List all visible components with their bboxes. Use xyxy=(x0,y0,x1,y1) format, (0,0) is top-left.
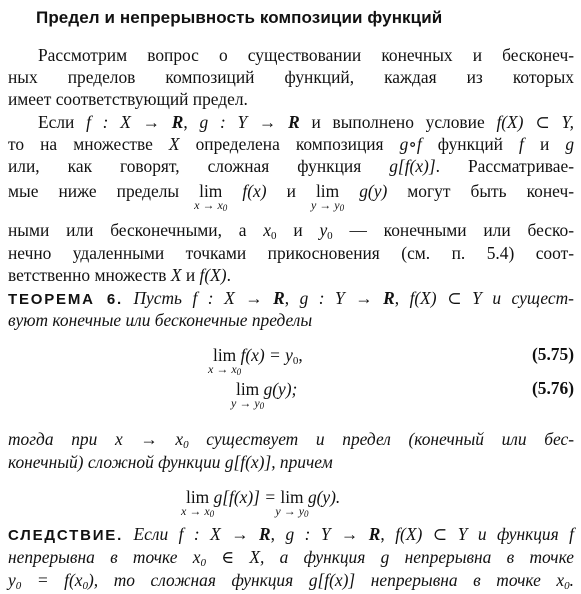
section-title: Предел и непрерывность композиции функций xyxy=(36,8,443,27)
equation-number: (5.76) xyxy=(531,378,574,398)
paragraph-line: мые ниже пределы lim $x \to x_0$ f(x) и lim $y \to y_0$ g(y) могут быть конеч- xyxy=(8,181,574,213)
corollary-label: СЛЕДСТВИЕ. xyxy=(8,527,124,544)
paragraph-line: ными или бесконечными, а $x_0$ и $y_0$ — конечными или беско- xyxy=(8,220,575,242)
paragraph-line: ных пределов композиций функций, каждая из которых xyxy=(8,67,574,87)
theorem-line: ТЕОРЕМА 6. Пусть f : X → R, g : Y → R, f(X) ⊂ Y и сущест- xyxy=(8,288,574,308)
theorem-line: конечный) сложной функции g[f(x)], причем xyxy=(8,452,333,472)
paragraph-line: то на множестве X определена композиция g∘f функций f и g xyxy=(8,134,575,154)
paragraph-line: Если f : X → R, g : Y → R и выполнено условие f(X) ⊂ Y, xyxy=(38,112,574,132)
theorem-line: тогда при $x \to x_0$ существует и предел (конечный или бес- xyxy=(8,429,574,451)
paragraph-line: имеет соответствующий предел. xyxy=(8,89,248,109)
paragraph-line: или, как говорят, сложная функция g[f(x)]. Рассматривае- xyxy=(8,156,574,176)
limit-operator: lim $x \to x_0$ xyxy=(194,181,228,213)
equation-5-76: lim $y \to y_0$ g(y); xyxy=(231,379,298,411)
corollary-line: непрерывна в точке $x_0$ ∈ X, а функция g непрерывна в точке xyxy=(8,547,574,569)
paragraph-line: Рассмотрим вопрос о существовании конечных и бесконеч- xyxy=(38,45,574,65)
corollary-line: $y_0 = f(x_0)$, то сложная функция g[f(x)] непрерывна в точке $x_0$. xyxy=(8,570,574,592)
limit-operator: lim $y \to y_0$ xyxy=(310,181,345,213)
theorem-line: вуют конечные или бесконечные пределы xyxy=(8,310,313,330)
equation-composition-limit: lim $x \to x_0$ g[f(x)] = lim $y \to y_0$ g(y). xyxy=(181,487,341,519)
paragraph-line: нечно удаленными точками прикосновения (см. п. 5.4) соот- xyxy=(8,243,574,263)
paragraph-line: ветственно множеств X и f(X). xyxy=(8,265,231,285)
theorem-label: ТЕОРЕМА 6. xyxy=(8,291,123,308)
equation-5-75: lim $x \to x_0$ $f(x) = y_0$, xyxy=(208,345,303,377)
equation-number: (5.75) xyxy=(531,344,574,364)
corollary-line: СЛЕДСТВИЕ. Если f : X → R, g : Y → R, f(X) ⊂ Y и функция f xyxy=(8,524,574,544)
